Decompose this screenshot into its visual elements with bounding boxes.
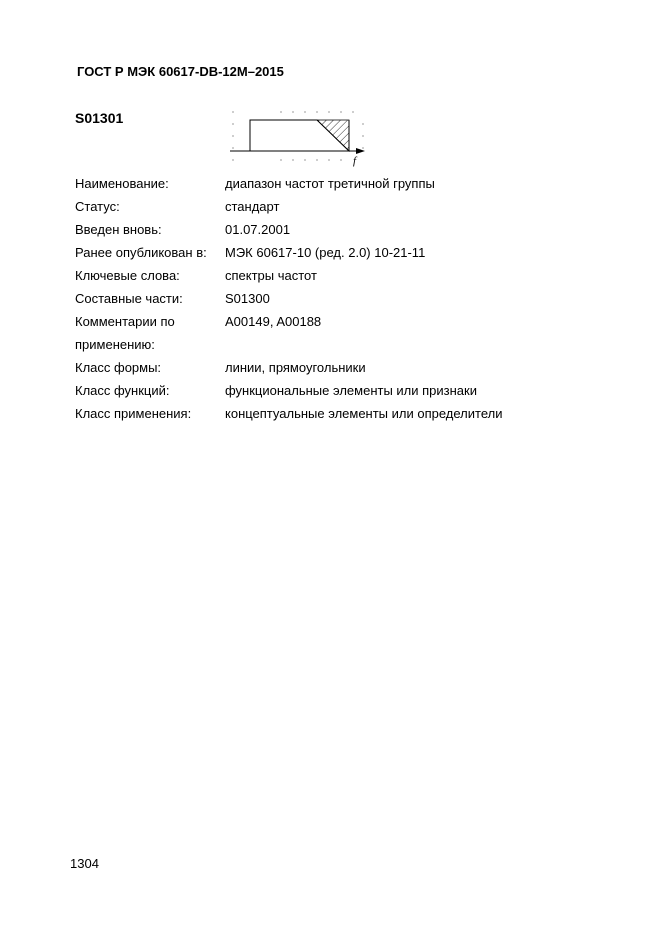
property-label: Составные части: [75, 291, 183, 306]
property-row [75, 379, 635, 402]
property-row [75, 195, 635, 218]
property-row [75, 172, 635, 195]
symbol-code: S01301 [75, 110, 124, 126]
property-row [75, 241, 635, 264]
frequency-band-symbol [225, 108, 370, 168]
axis-arrow-icon [356, 148, 365, 154]
property-row [75, 356, 635, 379]
property-row [75, 264, 635, 287]
axis-label: f [353, 155, 357, 167]
property-row [75, 402, 635, 425]
property-label: Ранее опубликован в: [75, 245, 207, 260]
property-table [75, 172, 635, 425]
property-row [75, 287, 635, 310]
property-row [75, 218, 635, 241]
document-header: ГОСТ Р МЭК 60617-DB-12M–2015 [77, 64, 284, 79]
property-label: Наименование: [75, 176, 169, 191]
property-value: A00149, A00188 [225, 314, 322, 329]
property-row [75, 310, 635, 333]
property-value: концептуальные элементы или определители [225, 406, 503, 421]
property-label: Статус: [75, 199, 120, 214]
hatched-region [317, 120, 349, 151]
property-value: диапазон частот третичной группы [225, 176, 435, 191]
property-label: Ключевые слова: [75, 268, 180, 283]
property-value: S01300 [225, 291, 270, 306]
property-label: Введен вновь: [75, 222, 162, 237]
property-value: стандарт [225, 199, 280, 214]
property-label: Класс применения: [75, 406, 192, 421]
property-value: функциональные элементы или признаки [225, 383, 477, 398]
property-value [225, 333, 635, 356]
property-value: спектры частот [225, 268, 317, 283]
property-label: Класс формы: [75, 360, 162, 375]
property-label: Класс функций: [75, 383, 170, 398]
property-label: применению: [75, 337, 155, 352]
property-value: МЭК 60617-10 (ред. 2.0) 10-21-11 [225, 245, 426, 260]
property-label: Комментарии по [75, 314, 175, 329]
property-value: 01.07.2001 [225, 222, 291, 237]
page-number: 1304 [70, 856, 99, 871]
property-value: линии, прямоугольники [225, 360, 366, 375]
property-row [75, 333, 635, 356]
